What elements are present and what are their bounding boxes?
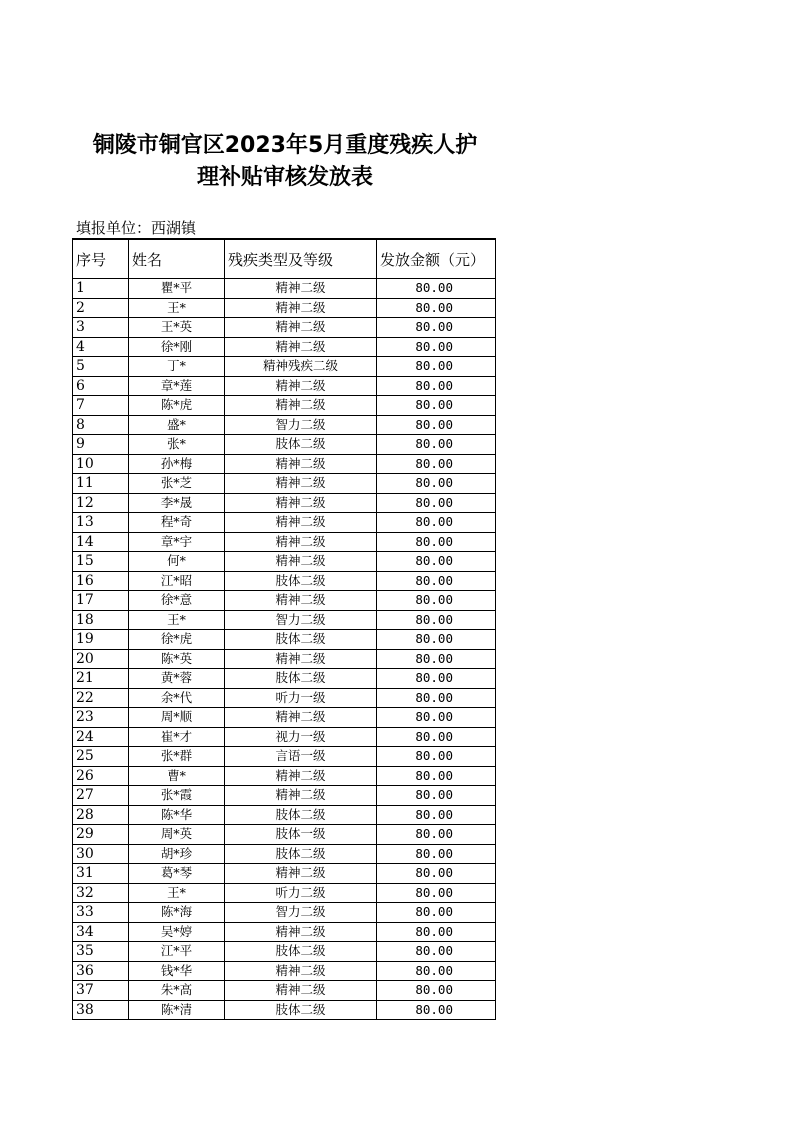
row-amount: 80.00	[377, 454, 496, 474]
row-index: 30	[73, 844, 129, 864]
row-amount: 80.00	[377, 493, 496, 513]
row-amount: 80.00	[377, 357, 496, 377]
row-disability-type: 精神二级	[225, 961, 377, 981]
row-index: 28	[73, 805, 129, 825]
row-amount: 80.00	[377, 513, 496, 533]
row-name: 钱*华	[129, 961, 225, 981]
row-index: 7	[73, 396, 129, 416]
row-disability-type: 精神二级	[225, 454, 377, 474]
row-amount: 80.00	[377, 649, 496, 669]
row-index: 35	[73, 942, 129, 962]
table-row	[73, 532, 496, 552]
table-header-row	[73, 239, 496, 279]
row-name: 葛*琴	[129, 864, 225, 884]
row-index: 9	[73, 435, 129, 455]
row-amount: 80.00	[377, 844, 496, 864]
row-index: 18	[73, 610, 129, 630]
table-row	[73, 649, 496, 669]
table-row	[73, 688, 496, 708]
row-disability-type: 精神残疾二级	[225, 357, 377, 377]
row-name: 张*	[129, 435, 225, 455]
row-amount: 80.00	[377, 747, 496, 767]
table-row	[73, 513, 496, 533]
row-name: 章*宇	[129, 532, 225, 552]
row-amount: 80.00	[377, 532, 496, 552]
row-name: 孙*梅	[129, 454, 225, 474]
row-index: 23	[73, 708, 129, 728]
row-amount: 80.00	[377, 298, 496, 318]
row-name: 瞿*平	[129, 279, 225, 299]
row-amount: 80.00	[377, 318, 496, 338]
row-amount: 80.00	[377, 1000, 496, 1020]
row-index: 13	[73, 513, 129, 533]
row-amount: 80.00	[377, 961, 496, 981]
table-row	[73, 435, 496, 455]
table-row	[73, 981, 496, 1001]
row-amount: 80.00	[377, 708, 496, 728]
table-row	[73, 298, 496, 318]
row-name: 朱*高	[129, 981, 225, 1001]
row-disability-type: 精神二级	[225, 493, 377, 513]
row-disability-type: 肢体二级	[225, 844, 377, 864]
row-name: 江*平	[129, 942, 225, 962]
row-name: 张*芝	[129, 474, 225, 494]
table-row	[73, 396, 496, 416]
row-disability-type: 精神二级	[225, 513, 377, 533]
row-amount: 80.00	[377, 825, 496, 845]
row-disability-type: 智力二级	[225, 903, 377, 923]
table-row	[73, 786, 496, 806]
table-row	[73, 376, 496, 396]
row-disability-type: 视力一级	[225, 727, 377, 747]
row-amount: 80.00	[377, 337, 496, 357]
subsidy-table	[72, 238, 496, 1020]
row-amount: 80.00	[377, 552, 496, 572]
row-index: 38	[73, 1000, 129, 1020]
row-disability-type: 肢体二级	[225, 1000, 377, 1020]
row-name: 李*晟	[129, 493, 225, 513]
row-name: 章*莲	[129, 376, 225, 396]
row-name: 盛*	[129, 415, 225, 435]
row-disability-type: 肢体二级	[225, 571, 377, 591]
row-amount: 80.00	[377, 435, 496, 455]
row-disability-type: 肢体一级	[225, 825, 377, 845]
table-row	[73, 844, 496, 864]
row-name: 曹*	[129, 766, 225, 786]
row-disability-type: 精神二级	[225, 532, 377, 552]
row-name: 张*霞	[129, 786, 225, 806]
row-amount: 80.00	[377, 591, 496, 611]
row-index: 36	[73, 961, 129, 981]
row-disability-type: 精神二级	[225, 298, 377, 318]
table-row	[73, 747, 496, 767]
row-disability-type: 肢体二级	[225, 435, 377, 455]
table-row	[73, 493, 496, 513]
row-amount: 80.00	[377, 786, 496, 806]
row-disability-type: 听力二级	[225, 883, 377, 903]
row-name: 陈*英	[129, 649, 225, 669]
row-index: 6	[73, 376, 129, 396]
row-name: 张*群	[129, 747, 225, 767]
row-disability-type: 精神二级	[225, 396, 377, 416]
row-disability-type: 精神二级	[225, 649, 377, 669]
row-index: 33	[73, 903, 129, 923]
row-name: 周*英	[129, 825, 225, 845]
row-disability-type: 肢体二级	[225, 630, 377, 650]
table-body	[73, 279, 496, 1020]
table-row	[73, 279, 496, 299]
row-index: 19	[73, 630, 129, 650]
row-amount: 80.00	[377, 630, 496, 650]
row-disability-type: 精神二级	[225, 591, 377, 611]
row-amount: 80.00	[377, 883, 496, 903]
header-amount: 发放金额（元）	[377, 239, 496, 279]
row-name: 徐*刚	[129, 337, 225, 357]
row-amount: 80.00	[377, 766, 496, 786]
row-index: 32	[73, 883, 129, 903]
row-amount: 80.00	[377, 474, 496, 494]
row-amount: 80.00	[377, 805, 496, 825]
row-disability-type: 肢体二级	[225, 942, 377, 962]
row-index: 8	[73, 415, 129, 435]
row-index: 22	[73, 688, 129, 708]
row-index: 5	[73, 357, 129, 377]
row-name: 胡*珍	[129, 844, 225, 864]
row-name: 徐*意	[129, 591, 225, 611]
row-disability-type: 精神二级	[225, 337, 377, 357]
table-row	[73, 883, 496, 903]
row-amount: 80.00	[377, 571, 496, 591]
row-name: 江*昭	[129, 571, 225, 591]
row-index: 3	[73, 318, 129, 338]
table-row	[73, 805, 496, 825]
row-name: 黄*蓉	[129, 669, 225, 689]
table-row	[73, 922, 496, 942]
row-name: 王*英	[129, 318, 225, 338]
row-name: 陈*虎	[129, 396, 225, 416]
row-disability-type: 智力二级	[225, 610, 377, 630]
row-index: 4	[73, 337, 129, 357]
row-index: 15	[73, 552, 129, 572]
header-name: 姓名	[129, 239, 225, 279]
row-index: 24	[73, 727, 129, 747]
table-row	[73, 415, 496, 435]
row-index: 34	[73, 922, 129, 942]
row-amount: 80.00	[377, 669, 496, 689]
row-name: 徐*虎	[129, 630, 225, 650]
row-disability-type: 言语一级	[225, 747, 377, 767]
row-name: 陈*华	[129, 805, 225, 825]
row-amount: 80.00	[377, 376, 496, 396]
row-index: 27	[73, 786, 129, 806]
table-row	[73, 1000, 496, 1020]
table-row	[73, 552, 496, 572]
row-amount: 80.00	[377, 279, 496, 299]
page-title-line1: 铜陵市铜官区2023年5月重度残疾人护	[92, 133, 478, 158]
row-name: 余*代	[129, 688, 225, 708]
table-row	[73, 630, 496, 650]
row-disability-type: 智力二级	[225, 415, 377, 435]
table-row	[73, 942, 496, 962]
row-index: 12	[73, 493, 129, 513]
row-index: 11	[73, 474, 129, 494]
row-index: 25	[73, 747, 129, 767]
row-name: 王*	[129, 883, 225, 903]
row-name: 何*	[129, 552, 225, 572]
page-title-line2: 理补贴审核发放表	[196, 165, 373, 190]
table-row	[73, 571, 496, 591]
table-row	[73, 610, 496, 630]
table-row	[73, 474, 496, 494]
row-disability-type: 肢体二级	[225, 805, 377, 825]
row-index: 26	[73, 766, 129, 786]
row-index: 21	[73, 669, 129, 689]
row-disability-type: 精神二级	[225, 552, 377, 572]
row-name: 陈*清	[129, 1000, 225, 1020]
row-index: 16	[73, 571, 129, 591]
row-amount: 80.00	[377, 903, 496, 923]
row-disability-type: 精神二级	[225, 376, 377, 396]
row-name: 崔*才	[129, 727, 225, 747]
header-disability-type: 残疾类型及等级	[225, 239, 377, 279]
table-row	[73, 864, 496, 884]
row-name: 周*顺	[129, 708, 225, 728]
row-amount: 80.00	[377, 864, 496, 884]
row-index: 17	[73, 591, 129, 611]
table-row	[73, 357, 496, 377]
row-amount: 80.00	[377, 981, 496, 1001]
row-amount: 80.00	[377, 922, 496, 942]
table-row	[73, 318, 496, 338]
table-row	[73, 708, 496, 728]
row-disability-type: 精神二级	[225, 864, 377, 884]
row-amount: 80.00	[377, 727, 496, 747]
row-disability-type: 精神二级	[225, 318, 377, 338]
row-index: 31	[73, 864, 129, 884]
table-row	[73, 454, 496, 474]
row-name: 吴*婷	[129, 922, 225, 942]
row-name: 王*	[129, 610, 225, 630]
table-row	[73, 591, 496, 611]
row-disability-type: 精神二级	[225, 708, 377, 728]
row-name: 王*	[129, 298, 225, 318]
row-disability-type: 精神二级	[225, 922, 377, 942]
row-disability-type: 听力一级	[225, 688, 377, 708]
row-amount: 80.00	[377, 942, 496, 962]
row-index: 20	[73, 649, 129, 669]
row-disability-type: 精神二级	[225, 474, 377, 494]
row-disability-type: 精神二级	[225, 766, 377, 786]
header-index: 序号	[73, 239, 129, 279]
row-name: 丁*	[129, 357, 225, 377]
row-disability-type: 精神二级	[225, 279, 377, 299]
row-amount: 80.00	[377, 688, 496, 708]
table-row	[73, 727, 496, 747]
row-disability-type: 肢体二级	[225, 669, 377, 689]
row-disability-type: 精神二级	[225, 981, 377, 1001]
table-row	[73, 903, 496, 923]
row-index: 10	[73, 454, 129, 474]
row-name: 程*奇	[129, 513, 225, 533]
table-row	[73, 961, 496, 981]
row-index: 37	[73, 981, 129, 1001]
reporting-unit-label: 填报单位：西湖镇	[76, 219, 197, 237]
table-row	[73, 669, 496, 689]
row-name: 陈*海	[129, 903, 225, 923]
row-index: 1	[73, 279, 129, 299]
row-amount: 80.00	[377, 610, 496, 630]
table-row	[73, 337, 496, 357]
row-amount: 80.00	[377, 415, 496, 435]
row-amount: 80.00	[377, 396, 496, 416]
row-index: 2	[73, 298, 129, 318]
table-row	[73, 825, 496, 845]
row-disability-type: 精神二级	[225, 786, 377, 806]
row-index: 29	[73, 825, 129, 845]
row-index: 14	[73, 532, 129, 552]
table-row	[73, 766, 496, 786]
